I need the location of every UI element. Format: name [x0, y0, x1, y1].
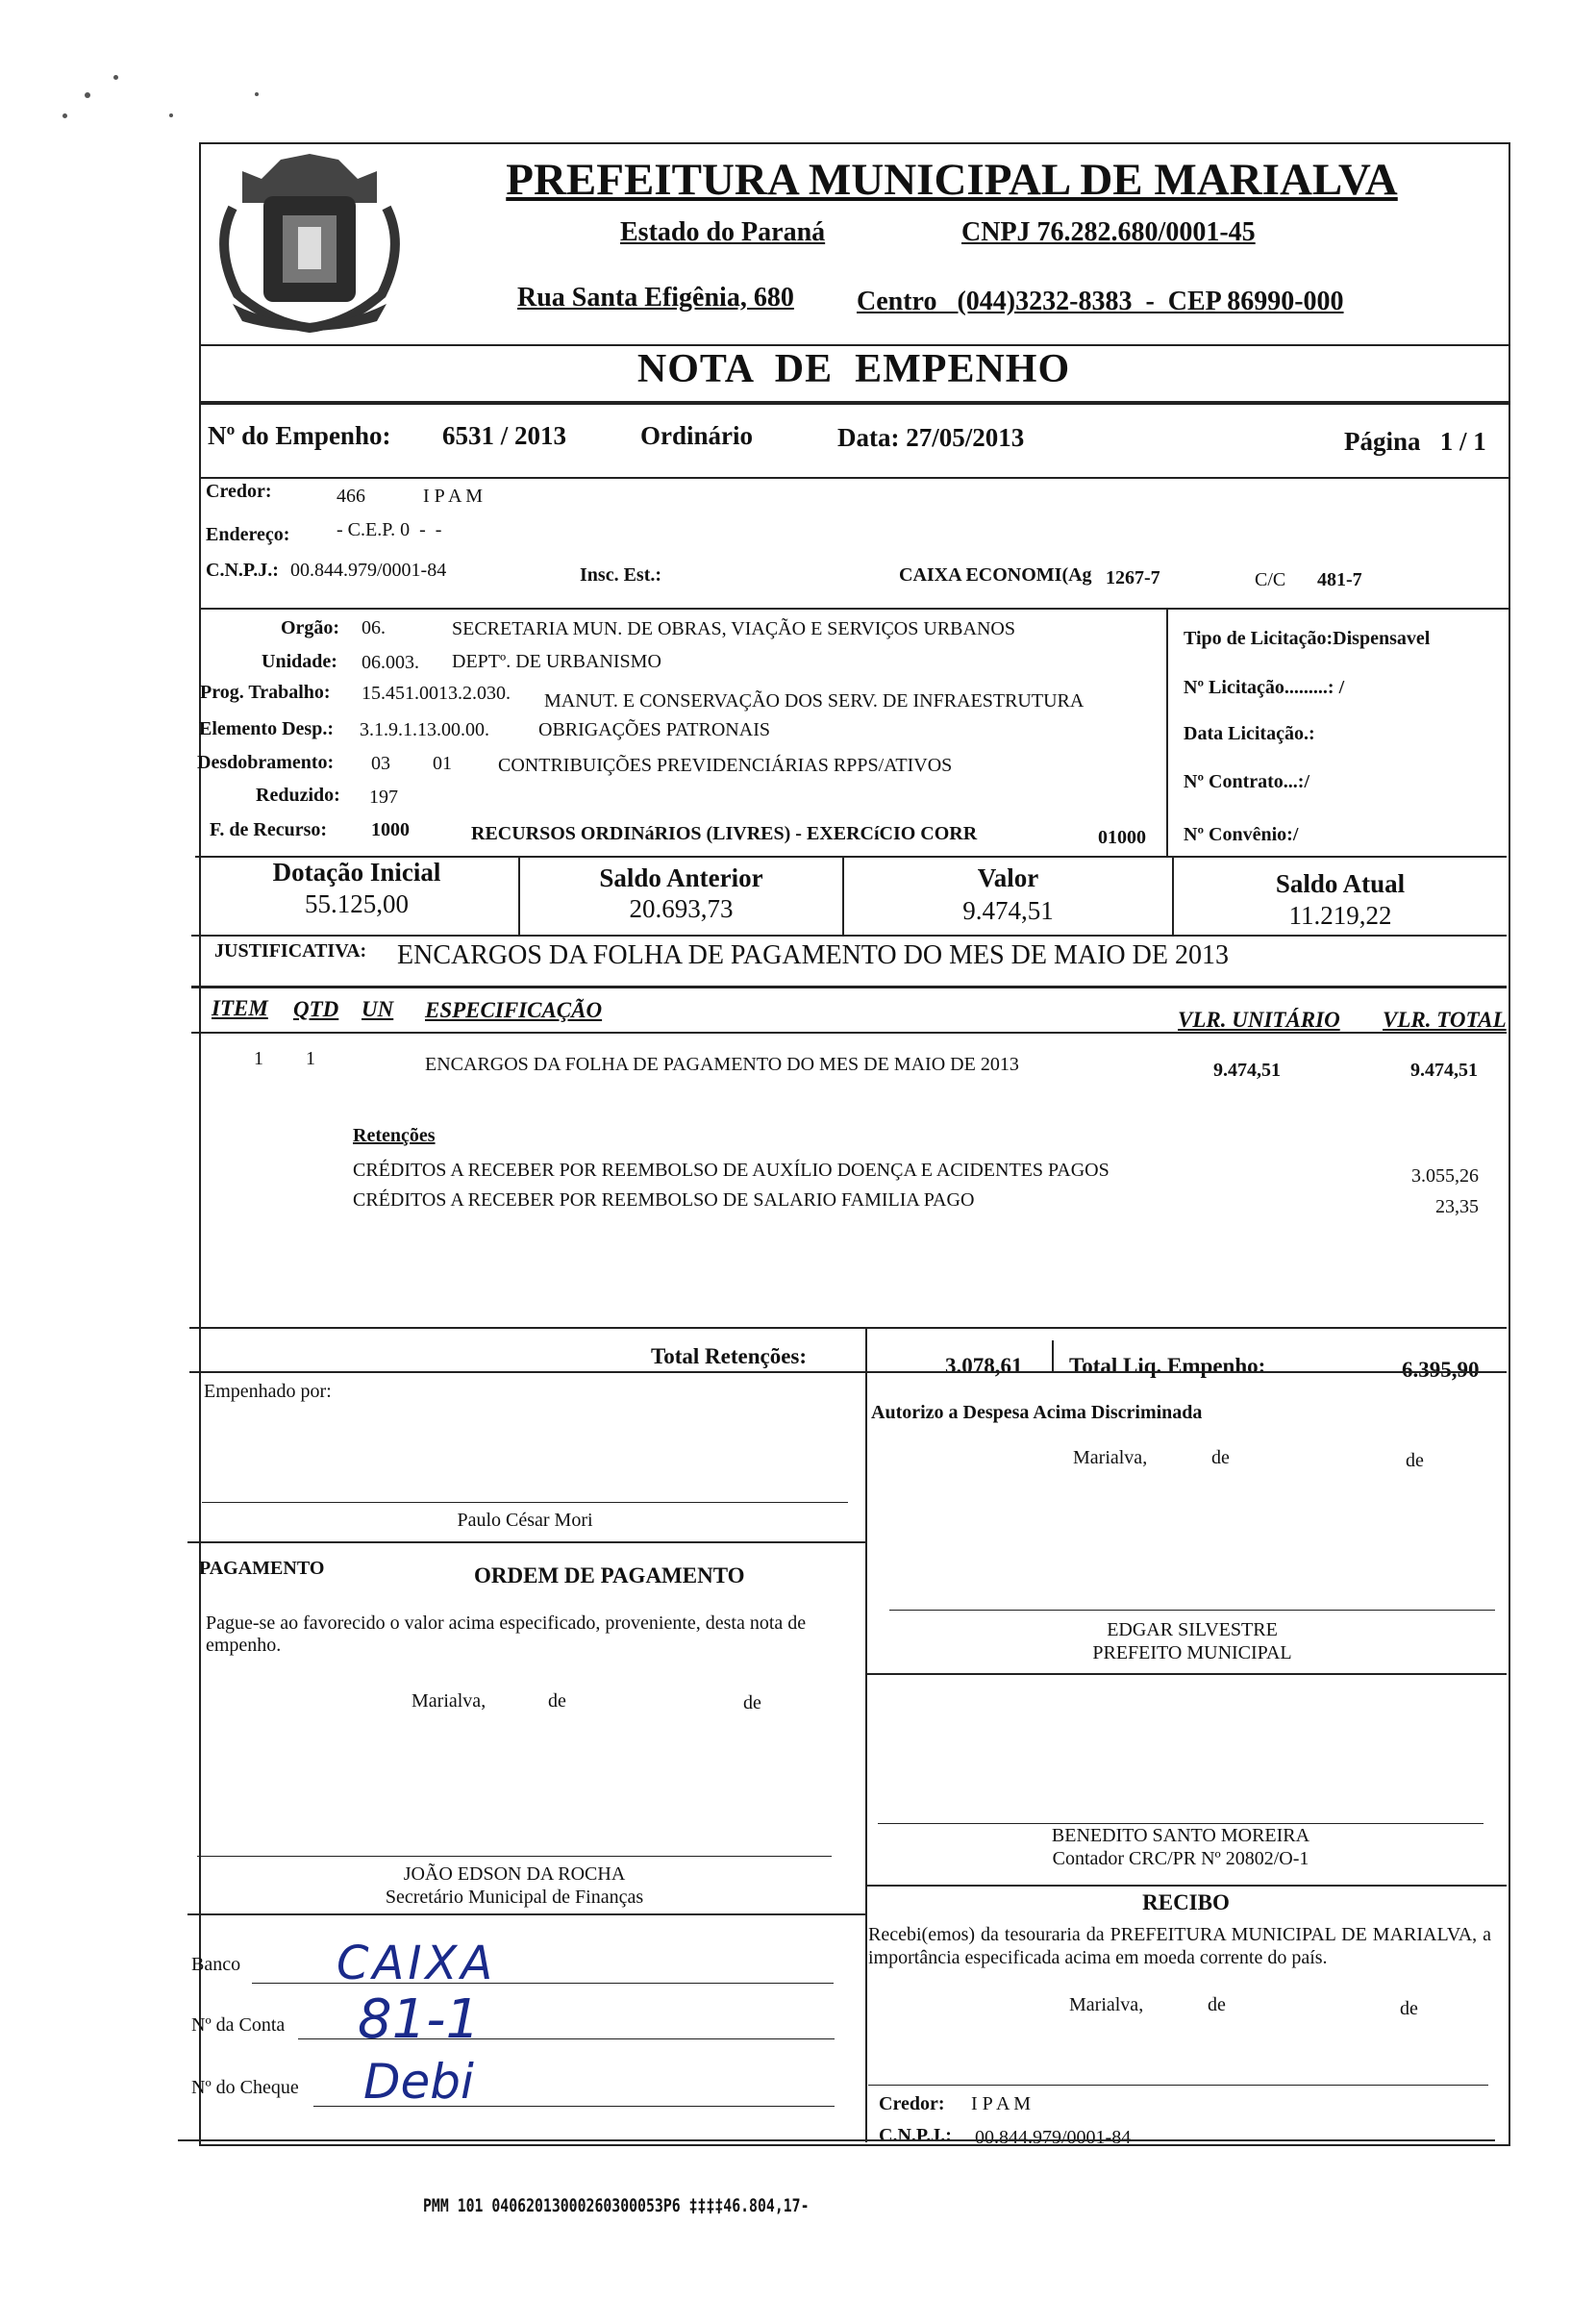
- secretario-name: JOÃO EDSON DA ROCHA: [403, 1863, 626, 1885]
- endereco-label: Endereço:: [206, 524, 290, 545]
- convenio-number: Nº Convênio:/: [1184, 824, 1299, 845]
- retencao-value-2: 23,35: [1435, 1196, 1479, 1217]
- recurso-label: F. de Recurso:: [210, 819, 328, 840]
- prog-label: Prog. Trabalho:: [200, 682, 331, 703]
- pagamento-de-2: de: [743, 1692, 761, 1713]
- especificacao-header: ESPECIFICAÇÃO: [425, 998, 603, 1022]
- credor-name: I P A M: [423, 486, 484, 507]
- justificativa-label: JUSTIFICATIVA:: [214, 940, 367, 962]
- divider: [187, 1541, 865, 1543]
- recibo-place: Marialva,: [1069, 1994, 1144, 2015]
- recurso-code2: 01000: [1098, 827, 1146, 848]
- scan-speck: [85, 92, 90, 98]
- item-unit-value: 9.474,51: [1213, 1060, 1281, 1081]
- reduzido-label: Reduzido:: [256, 785, 340, 806]
- contact-label: Centro (044)3232-8383 - CEP 86990-000: [857, 287, 1344, 316]
- footer-code: PMM 101 04062013000260300053P6 ‡‡‡‡46.804,17-: [423, 2195, 810, 2216]
- scan-speck: [169, 113, 173, 117]
- retencao-value-1: 3.055,26: [1411, 1165, 1479, 1187]
- endereco-value: - C.E.P. 0 - -: [337, 519, 442, 540]
- elemento-code: 3.1.9.1.13.00.00.: [360, 719, 489, 740]
- pagamento-place: Marialva,: [411, 1690, 486, 1712]
- bank-agency: 1267-7: [1106, 567, 1160, 588]
- unit-value-header: VLR. UNITÁRIO: [1178, 1008, 1340, 1032]
- unidade-label: Unidade:: [262, 651, 337, 672]
- page-number: Página 1 / 1: [1344, 427, 1486, 456]
- total-retencoes-label: Total Retenções:: [651, 1344, 808, 1368]
- empenho-date: Data: 27/05/2013: [837, 423, 1025, 452]
- credor-code: 466: [337, 486, 365, 507]
- empenhado-label: Empenhado por:: [204, 1381, 332, 1402]
- prefeito-name: EDGAR SILVESTRE: [1107, 1619, 1278, 1640]
- unidade-name: DEPTº. DE URBANISMO: [452, 651, 661, 672]
- elemento-label: Elemento Desp.:: [199, 718, 334, 739]
- divider: [191, 1032, 1507, 1034]
- divider: [865, 1327, 867, 1371]
- elemento-name: OBRIGAÇÕES PATRONAIS: [538, 719, 770, 740]
- item-header: ITEM: [212, 996, 268, 1020]
- credor-label: Credor:: [206, 481, 272, 502]
- cnpj-value-credor: 00.844.979/0001-84: [290, 560, 447, 581]
- divider: [199, 608, 1509, 610]
- autorizo-de-2: de: [1406, 1450, 1424, 1471]
- un-header: UN: [362, 997, 394, 1021]
- item-number: 1: [254, 1048, 263, 1069]
- cnpj-label: CNPJ 76.282.680/0001-45: [961, 217, 1256, 247]
- qtd-header: QTD: [293, 997, 339, 1021]
- scan-speck: [62, 113, 67, 118]
- licitacao-number: Nº Licitação.........: /: [1184, 677, 1345, 698]
- recibo-cnpj-value: 00.844.979/0001-84: [975, 2127, 1132, 2148]
- pagamento-text: Pague-se ao favorecido o valor acima especificado, proveniente, desta nota de empenho.: [206, 1612, 807, 1656]
- divider: [1052, 1340, 1054, 1371]
- doc-title: NOTA DE EMPENHO: [636, 347, 1071, 391]
- recibo-credor-value: I P A M: [971, 2093, 1032, 2114]
- orgao-label: Orgão:: [281, 617, 340, 638]
- cc-value: 481-7: [1317, 569, 1362, 590]
- secretario-title: Secretário Municipal de Finanças: [385, 1887, 644, 1908]
- signature-line: [868, 2085, 1488, 2086]
- desdobramento-code2: 01: [433, 753, 452, 774]
- divider: [178, 2139, 1495, 2141]
- divider: [191, 935, 1507, 937]
- item-qtd: 1: [306, 1048, 315, 1069]
- total-liquido-label: Total Liq. Empenho:: [1069, 1354, 1266, 1378]
- divider: [1166, 609, 1168, 857]
- contador-name: BENEDITO SANTO MOREIRA: [1051, 1825, 1310, 1846]
- desdobramento-name: CONTRIBUIÇÕES PREVIDENCIÁRIAS RPPS/ATIVOS: [498, 755, 953, 776]
- cheque-label: Nº do Cheque: [191, 2077, 299, 2098]
- banco-label: Banco: [191, 1954, 241, 1975]
- ordem-pagamento-label: ORDEM DE PAGAMENTO: [474, 1563, 745, 1588]
- empenho-label: Nº do Empenho:: [208, 421, 391, 450]
- banco-handwritten: CAIXA: [337, 1937, 497, 1990]
- pagamento-label: PAGAMENTO: [199, 1558, 325, 1579]
- unidade-code: 06.003.: [362, 652, 419, 673]
- signature-line: [878, 1823, 1484, 1824]
- recibo-credor-label: Credor:: [879, 2093, 945, 2114]
- recibo-cnpj-label: C.N.P.J.:: [879, 2125, 952, 2146]
- autorizo-de-1: de: [1211, 1447, 1230, 1468]
- reduzido-value: 197: [369, 787, 398, 808]
- saldo-atual-value: 11.219,22: [1288, 901, 1392, 930]
- signature-line: [197, 1856, 832, 1857]
- divider: [189, 1371, 1507, 1373]
- cnpj-label-credor: C.N.P.J.:: [206, 560, 279, 581]
- prog-code: 15.451.0013.2.030.: [362, 683, 511, 704]
- prefeito-title: PREFEITO MUNICIPAL: [1092, 1642, 1292, 1663]
- contador-title: Contador CRC/PR Nº 20802/O-1: [1052, 1848, 1309, 1869]
- valor-value: 9.474,51: [962, 896, 1054, 925]
- recibo-title: RECIBO: [1142, 1890, 1230, 1914]
- divider: [865, 1371, 867, 2142]
- autorizo-place: Marialva,: [1073, 1447, 1148, 1468]
- empenho-type: Ordinário: [640, 421, 754, 450]
- divider: [189, 1327, 1507, 1329]
- orgao-name: SECRETARIA MUN. DE OBRAS, VIAÇÃO E SERVIÇOS URBANOS: [452, 618, 1015, 639]
- item-total-value: 9.474,51: [1410, 1060, 1478, 1081]
- recurso-code: 1000: [371, 819, 410, 840]
- autorizo-label: Autorizo a Despesa Acima Discriminada: [871, 1402, 1203, 1423]
- marialva-coat-of-arms-icon: [213, 150, 406, 333]
- state-label: Estado do Paraná: [620, 217, 826, 247]
- scan-speck: [255, 92, 259, 96]
- scan-speck: [113, 75, 118, 80]
- bank-name: CAIXA ECONOMI(Ag: [899, 564, 1092, 586]
- pagamento-de-1: de: [548, 1690, 566, 1712]
- signature-line: [889, 1610, 1495, 1611]
- divider: [191, 986, 1507, 988]
- empenho-number: 6531 / 2013: [442, 421, 567, 450]
- desdobramento-code1: 03: [371, 753, 390, 774]
- saldo-atual-label: Saldo Atual: [1275, 869, 1406, 898]
- orgao-code: 06.: [362, 617, 386, 638]
- retencao-text-1: CRÉDITOS A RECEBER POR REEMBOLSO DE AUXÍLIO DOENÇA E ACIDENTES PAGOS: [353, 1160, 1110, 1181]
- valor-label: Valor: [977, 863, 1039, 892]
- divider: [865, 1673, 1507, 1675]
- conta-handwritten: 81-1: [358, 1988, 481, 2051]
- signature-line: [202, 1502, 848, 1503]
- total-value-header: VLR. TOTAL: [1383, 1008, 1507, 1032]
- dotacao-label: Dotação Inicial: [272, 858, 441, 887]
- recibo-de-2: de: [1400, 1998, 1418, 2019]
- divider: [187, 1913, 865, 1915]
- saldo-anterior-label: Saldo Anterior: [599, 863, 763, 892]
- licitacao-type: Tipo de Licitação:Dispensavel: [1184, 628, 1431, 649]
- cc-label: C/C: [1255, 569, 1286, 590]
- divider: [199, 401, 1509, 405]
- desdobramento-label: Desdobramento:: [197, 752, 335, 773]
- licitacao-date: Data Licitação.:: [1184, 723, 1315, 744]
- justificativa-text: ENCARGOS DA FOLHA DE PAGAMENTO DO MES DE MAIO DE 2013: [397, 940, 1229, 970]
- item-spec: ENCARGOS DA FOLHA DE PAGAMENTO DO MES DE MAIO DE 2013: [425, 1054, 1019, 1075]
- dotacao-value: 55.125,00: [305, 889, 409, 918]
- recurso-name: RECURSOS ORDINáRIOS (LIVRES) - EXERCíCIO CORR: [471, 823, 978, 844]
- page-title: PREFEITURA MUNICIPAL DE MARIALVA: [506, 155, 1398, 205]
- empenhado-name: Paulo César Mori: [457, 1510, 593, 1531]
- total-liquido-value: 6.395,90: [1402, 1358, 1480, 1382]
- divider: [199, 477, 1509, 479]
- saldo-anterior-value: 20.693,73: [629, 894, 734, 923]
- contrato-number: Nº Contrato...:/: [1184, 771, 1310, 792]
- conta-label: Nº da Conta: [191, 2014, 286, 2036]
- recibo-text: Recebi(emos) da tesouraria da PREFEITURA MUNICIPAL DE MARIALVA, a importância especificada acima em moeda corrente do país.: [868, 1924, 1491, 1968]
- insc-label: Insc. Est.:: [580, 564, 662, 586]
- prog-name: MANUT. E CONSERVAÇÃO DOS SERV. DE INFRAESTRUTURA: [544, 690, 1085, 712]
- retencao-text-2: CRÉDITOS A RECEBER POR REEMBOLSO DE SALARIO FAMILIA PAGO: [353, 1189, 975, 1211]
- recibo-de-1: de: [1208, 1994, 1226, 2015]
- divider: [865, 1885, 1507, 1887]
- retencoes-label: Retenções: [353, 1125, 436, 1146]
- address-label: Rua Santa Efigênia, 680: [517, 283, 794, 312]
- cheque-handwritten: Debi: [363, 2054, 474, 2110]
- total-retencoes-value: 3.078,61: [945, 1354, 1023, 1378]
